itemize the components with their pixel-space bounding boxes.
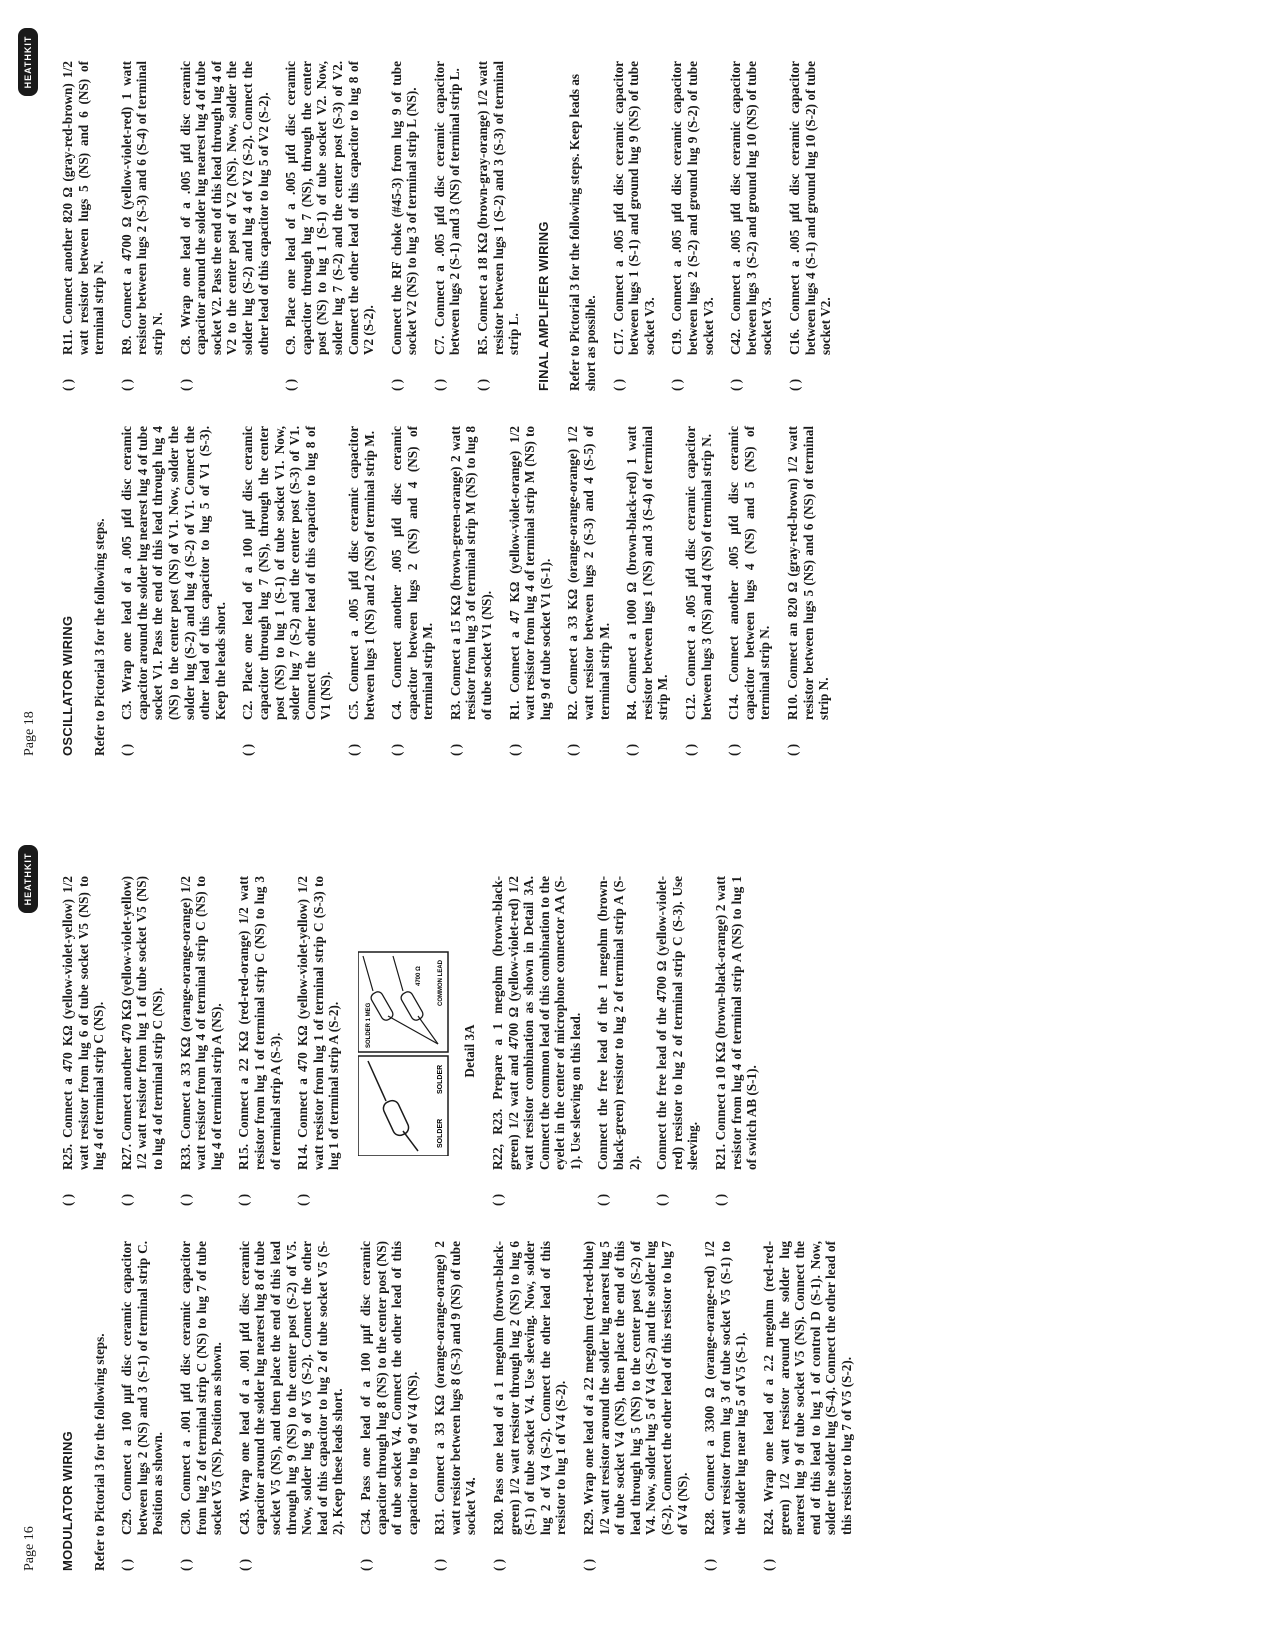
checkbox-marker[interactable]: ( ) (283, 378, 299, 391)
wiring-step (611, 61, 658, 391)
step-text: Connect the free lead of the 4700 Ω (yellow-violet-red) resistor to lug 2 of terminal strip C (S-3). Use sleeving. (654, 876, 701, 1170)
checkbox-marker[interactable]: ( ) (610, 378, 626, 391)
step-text: C8. Wrap one lead of a .005 µfd disc ceramic capacitor around the solder lug nearest lug 4 of tube socket V2. Pass the end of this lead through lug 4 of V2 to the center post of V2 (NS). Now, solder the solder lug (S-2) and lug 4 of V2 (S-2). Connect the other lead of this capacitor to lug 5 of V2 (S-2). (177, 61, 271, 355)
checkbox-marker[interactable]: ( ) (475, 378, 491, 391)
wiring-step (726, 426, 773, 756)
section-heading-modulator: MODULATOR WIRING (60, 1430, 75, 1571)
wiring-step (60, 61, 107, 391)
checkbox-marker[interactable]: ( ) (726, 743, 742, 756)
step-text: C5. Connect a .005 µfd disc ceramic capacitor between lugs 1 (NS) and 2 (NS) of terminal strip M. (345, 426, 377, 720)
step-list (60, 876, 342, 1206)
wiring-step (683, 426, 714, 756)
wiring-step (669, 61, 716, 391)
wiring-step (432, 61, 463, 391)
wiring-step (178, 61, 272, 391)
step-text: R25. Connect a 470 KΩ (yellow-violet-yellow) 1/2 watt resistor from lug 6 of tube socket V5 (NS) to lug 4 of terminal strip C (NS). (60, 876, 107, 1170)
step-text: C2. Place one lead of a 100 µµf disc ceramic capacitor through lug 7 (NS), through the center post (NS) to lug 1 (S-1) of tube socket V1. Now, solder lug 7 (S-2) and the center post (S-3) of V1. Connect the other lead of this capacitor to lug 8 of V1 (NS). (240, 426, 334, 720)
wiring-step (358, 1241, 420, 1571)
step-text: R9. Connect a 4700 Ω (yellow-violet-red) 1 watt resistor between lugs 2 (S-3) and 6 (S-4) of terminal strip N. (118, 61, 165, 355)
step-text: R29. Wrap one lead of a 22 megohm (red-red-blue) 1/2 watt resistor around the solder lug nearest lug 5 of tube socket V4 (NS), then place the end of this lead through lug 5 (NS) to the center post (S-2) of V4. Now, solder lug 5 of V4 (S-2) and the solder lug (S-2). Connect the other lead of this resistor to lug 7 of V4 (NS). (581, 1241, 690, 1535)
checkbox-marker[interactable]: ( ) (491, 1558, 507, 1571)
wiring-step (119, 1241, 166, 1571)
step-list (119, 426, 832, 756)
checkbox-marker[interactable]: ( ) (431, 378, 447, 391)
detail-caption: Detail 3A (462, 1024, 478, 1078)
step-text: C42. Connect a .005 µfd disc ceramic capacitor between lugs 3 (S-2) and ground lug 10 (NS) of tube socket V3. (728, 61, 775, 355)
checkbox-marker[interactable]: ( ) (357, 1558, 373, 1571)
checkbox-marker[interactable]: ( ) (60, 1193, 75, 1206)
step-text: Connect the free lead of the 1 megohm (brown-black-green) resistor to lug 2 of terminal strip A (S-2). (595, 876, 642, 1170)
wiring-step (728, 61, 775, 391)
wiring-step (713, 876, 760, 1206)
label-common-lead: COMMON LEAD (437, 960, 444, 1006)
checkbox-marker[interactable]: ( ) (60, 378, 75, 391)
step-text: R2. Connect a 33 KΩ (orange-orange-orange) 1/2 watt resistor between lugs 2 (S-3) and 4 (S-5) of terminal strip M. (565, 426, 612, 720)
section-intro: Refer to Pictorial 3 for the following steps. Keep leads as short as possible. (567, 73, 599, 391)
section-intro: Refer to Pictorial 3 for the following steps. (91, 518, 107, 756)
modulator-wiring-column (60, 1241, 867, 1571)
heathkit-logo: HEATHKIT (18, 28, 38, 96)
wiring-step (178, 1241, 225, 1571)
checkbox-marker[interactable]: ( ) (389, 743, 405, 756)
section-intro: Refer to Pictorial 3 for the following steps. (91, 1333, 107, 1571)
resistor-combination-drawing (358, 946, 458, 1156)
checkbox-marker[interactable]: ( ) (595, 1193, 611, 1206)
step-text: R22, R23. Prepare a 1 megohm (brown-black-green) 1/2 watt and 4700 Ω (yellow-violet-red) 1/2 watt resistor combination as shown in Detail 3A. Connect the common lead of this combination to the eyelet in the center of microphone connector AA (S-1). Use sleeving on this lead. (489, 876, 583, 1170)
checkbox-marker[interactable]: ( ) (728, 378, 744, 391)
step-list (611, 61, 834, 391)
step-text: C34. Pass one lead of a 100 µµf disc ceramic capacitor through lug 8 (NS) to the center post (NS) of tube socket V4. Connect the other lead of this capacitor to lug 9 of V4 (NS). (357, 1241, 420, 1535)
wiring-step (475, 61, 522, 391)
wiring-step (490, 876, 584, 1206)
step-text: R30. Pass one lead of a 1 megohm (brown-black-green) 1/2 watt resistor through lug 2 (NS) to lug 6 (S-1) of tube socket V4. Use sleeving. Now, solder lug 2 of V4 (S-2). Connect the other lead of this resistor to lug 1 of V4 (S-2). (491, 1241, 569, 1535)
wiring-step (595, 876, 642, 1206)
step-text: C16. Connect a .005 µfd disc ceramic capacitor between lugs 4 (S-1) and ground lug 10 (S-2) of tube socket V2. (786, 61, 834, 355)
checkbox-marker[interactable]: ( ) (236, 1558, 252, 1571)
step-text: C30. Connect a .001 µfd disc ceramic capacitor from lug 2 of terminal strip C (NS) to lug 7 of tube socket V5 (NS). Position as shown. (177, 1241, 225, 1535)
checkbox-marker[interactable]: ( ) (489, 1193, 505, 1206)
step-text: R24. Wrap one lead of a 2.2 megohm (red-red-green) 1/2 watt resistor around the solder lug nearest lug 9 of tube socket V5 (NS). Connect the end of this lead to lug 1 of control D (S-1). Now, solder the solder lug (S-4). Connect the other lead of this resistor to lug 7 of V5 (S-2). (760, 1241, 854, 1535)
wiring-step (283, 61, 377, 391)
step-text: R10. Connect an 820 Ω (gray-red-brown) 1/2 watt resistor between lugs 5 (NS) and 6 (NS) of terminal strip N. (784, 426, 832, 720)
wiring-step (119, 61, 166, 391)
detail-3a-figure (358, 946, 476, 1156)
wiring-step (448, 426, 495, 756)
step-text: R4. Connect a 1000 Ω (brown-black-red) 1 watt resistor between lugs 1 (NS) and 3 (S-4) of terminal strip M. (624, 426, 671, 720)
checkbox-marker[interactable]: ( ) (236, 1193, 252, 1206)
step-text: C9. Place one lead of a .005 µfd disc ceramic capacitor through lug 7 (NS), through the center post (NS) to lug 1 (S-1) of tube socket V2. Now, solder lug 7 (S-2) and the center post (S-3) of V2. Connect the other lead of this capacitor to lug 8 of V2 (S-2). (283, 61, 377, 355)
wiring-step (761, 1241, 855, 1571)
checkbox-marker[interactable]: ( ) (177, 1558, 193, 1571)
section-heading-final-amplifier: FINAL AMPLIFIER WIRING (535, 221, 551, 391)
step-list (60, 61, 522, 391)
checkbox-marker[interactable]: ( ) (295, 1193, 311, 1206)
page-number-18: Page 18 (22, 711, 37, 756)
checkbox-marker[interactable]: ( ) (119, 743, 135, 756)
step-text: C7. Connect a .005 µfd disc ceramic capacitor between lugs 2 (S-1) and 3 (NS) of terminal strip L. (431, 61, 463, 355)
checkbox-marker[interactable]: ( ) (388, 378, 404, 391)
label-solder-left: SOLDER (436, 1118, 444, 1148)
wiring-step (702, 1241, 749, 1571)
wiring-step (119, 876, 166, 1206)
step-text: R27. Connect another 470 KΩ (yellow-violet-yellow) 1/2 watt resistor from lug 1 of tube socket V5 (NS) to lug 4 of terminal strip C (NS). (118, 876, 165, 1170)
wiring-step (432, 1241, 479, 1571)
wiring-step (785, 426, 832, 756)
heathkit-logo: HEATHKIT (18, 845, 38, 913)
checkbox-marker[interactable]: ( ) (118, 1193, 134, 1206)
wiring-step (654, 876, 701, 1206)
checkbox-marker[interactable]: ( ) (581, 1558, 597, 1571)
step-text: C14. Connect another .005 µfd disc ceramic capacitor between lugs 4 (NS) and 5 (NS) of terminal strip N. (726, 426, 773, 720)
checkbox-marker[interactable]: ( ) (177, 1193, 193, 1206)
step-text: C43. Wrap one lead of a .001 µfd disc ceramic capacitor around the solder lug nearest lug 8 of tube socket V5 (NS), and then place the end of this lead through lug 9 (NS) to the center post (S-2) of V5. Now, solder lug 9 of V5 (S-2). Connect the other lead of this capacitor to lug 2 of tube socket V5 (S-2). Keep these leads short. (236, 1241, 346, 1535)
modulator-wiring-column-2 (60, 876, 772, 1206)
step-text: C29. Connect a 100 µµf disc ceramic capacitor between lugs 2 (NS) and 3 (S-1) of terminal strip C. Position as shown. (119, 1241, 166, 1535)
section-heading-oscillator: OSCILLATOR WIRING (60, 615, 75, 756)
step-text: R31. Connect a 33 KΩ (orange-orange-orange) 2 watt resistor between lugs 8 (S-3) and 9 (NS) of tube socket V4. (432, 1241, 479, 1535)
label-solder-right: SOLDER (436, 1064, 444, 1094)
step-text: R11. Connect another 820 Ω (gray-red-brown) 1/2 watt resistor between lugs 5 (NS) and 6 (NS) of terminal strip N. (60, 61, 107, 355)
step-text: R3. Connect a 15 KΩ (brown-green-orange) 2 watt resistor from lug 3 of terminal strip M (NS) to lug 8 of tube socket V1 (NS). (447, 426, 495, 720)
wiring-step (389, 426, 436, 756)
step-text: R21. Connect a 10 KΩ (brown-black-orange) 2 watt resistor from lug 4 of terminal strip A (NS) to lug 1 of switch AB (S-1). (713, 876, 760, 1170)
step-text: R33. Connect a 33 KΩ (orange-orange-orange) 1/2 watt resistor from lug 4 of terminal strip C (NS) to lug 4 of terminal strip A (NS). (177, 876, 224, 1170)
checkbox-marker[interactable]: ( ) (669, 378, 685, 391)
wiring-step (346, 426, 377, 756)
wiring-step (60, 876, 107, 1206)
step-list (119, 1241, 854, 1571)
step-text: C12. Connect a .005 µfd disc ceramic capacitor between lugs 3 (NS) and 4 (NS) of terminal strip N. (683, 426, 714, 720)
wiring-step (565, 426, 612, 756)
checkbox-marker[interactable]: ( ) (119, 1558, 135, 1571)
wiring-step (491, 1241, 569, 1571)
wiring-step (240, 426, 334, 756)
checkbox-marker[interactable]: ( ) (240, 743, 256, 756)
checkbox-marker[interactable]: ( ) (683, 743, 698, 756)
checkbox-marker[interactable]: ( ) (713, 1193, 729, 1206)
step-text: C4. Connect another .005 µfd disc ceramic capacitor between lugs 2 (NS) and 4 (NS) of terminal strip M. (389, 426, 436, 720)
step-text: Connect the RF choke (#45-3) from lug 9 of tube socket V2 (NS) to lug 3 of terminal strip L (NS). (388, 61, 420, 355)
wiring-step (178, 876, 225, 1206)
checkbox-marker[interactable]: ( ) (177, 378, 193, 391)
wiring-step (624, 426, 671, 756)
page-number-16: Page 16 (22, 1526, 37, 1571)
checkbox-marker[interactable]: ( ) (702, 1558, 718, 1571)
wiring-step (507, 426, 554, 756)
step-text: R28. Connect a 3300 Ω (orange-orange-red) 1/2 watt resistor from lug 3 of tube socket V5 (S-1) to the solder lug near lug 5 of V5 (S-1). (702, 1241, 749, 1535)
label-4700: 4700 Ω (415, 966, 422, 986)
checkbox-marker[interactable]: ( ) (432, 1558, 448, 1571)
step-list (490, 876, 760, 1206)
wiring-step (581, 1241, 690, 1571)
checkbox-marker[interactable]: ( ) (654, 1193, 670, 1206)
step-text: R1. Connect a 47 KΩ (yellow-violet-orange) 1/2 watt resistor from lug 4 of terminal strip M (NS) to lug 9 of tube socket V1 (S-1). (506, 426, 553, 720)
step-text: R15. Connect a 22 KΩ (red-red-orange) 1/2 watt resistor from lug 1 of terminal strip C (NS) to lug 3 of terminal strip A (S-3). (236, 876, 283, 1170)
wiring-step (295, 876, 342, 1206)
checkbox-marker[interactable]: ( ) (760, 1558, 776, 1571)
wiring-step (119, 426, 228, 756)
label-solder-meg: SOLDER 1 MEG (365, 1002, 372, 1048)
checkbox-marker[interactable]: ( ) (506, 743, 522, 756)
step-text: R14. Connect a 470 KΩ (yellow-violet-yellow) 1/2 watt resistor from lug 1 of terminal strip C (S-3) to lug 1 of terminal strip A (S-2). (295, 876, 342, 1170)
checkbox-marker[interactable]: ( ) (118, 378, 134, 391)
checkbox-marker[interactable]: ( ) (784, 743, 800, 756)
step-text: C19. Connect a .005 µfd disc ceramic capacitor between lugs 2 (S-2) and ground lug 9 (S-2) of tube socket V3. (669, 61, 716, 355)
oscillator-wiring-column (60, 426, 844, 756)
wiring-step (237, 1241, 346, 1571)
checkbox-marker[interactable]: ( ) (565, 743, 581, 756)
step-text: C17. Connect a .005 µfd disc ceramic capacitor between lugs 1 (S-1) and ground lug 9 (NS) of tube socket V3. (610, 61, 657, 355)
checkbox-marker[interactable]: ( ) (786, 378, 802, 391)
wiring-step (236, 876, 283, 1206)
checkbox-marker[interactable]: ( ) (624, 743, 640, 756)
checkbox-marker[interactable]: ( ) (447, 743, 463, 756)
step-text: C3. Wrap one lead of a .005 µfd disc ceramic capacitor around the solder lug nearest lug 4 of tube socket V1. Pass the end of this lead through lug 4 (NS) to the center post (NS) of V1. Now, solder the solder lug (S-2) and lug 4 (S-2) of V1. Connect the other lead of this capacitor to lug 5 of V1 (S-3). Keep the leads short. (119, 426, 228, 720)
step-text: R5. Connect a 18 KΩ (brown-gray-orange) 1/2 watt resistor between lugs 1 (S-2) and 3 (S-3) of terminal strip L. (475, 61, 522, 355)
wiring-step (389, 61, 420, 391)
oscillator-wiring-column-2 (60, 61, 846, 391)
wiring-step (787, 61, 834, 391)
checkbox-marker[interactable]: ( ) (345, 743, 361, 756)
